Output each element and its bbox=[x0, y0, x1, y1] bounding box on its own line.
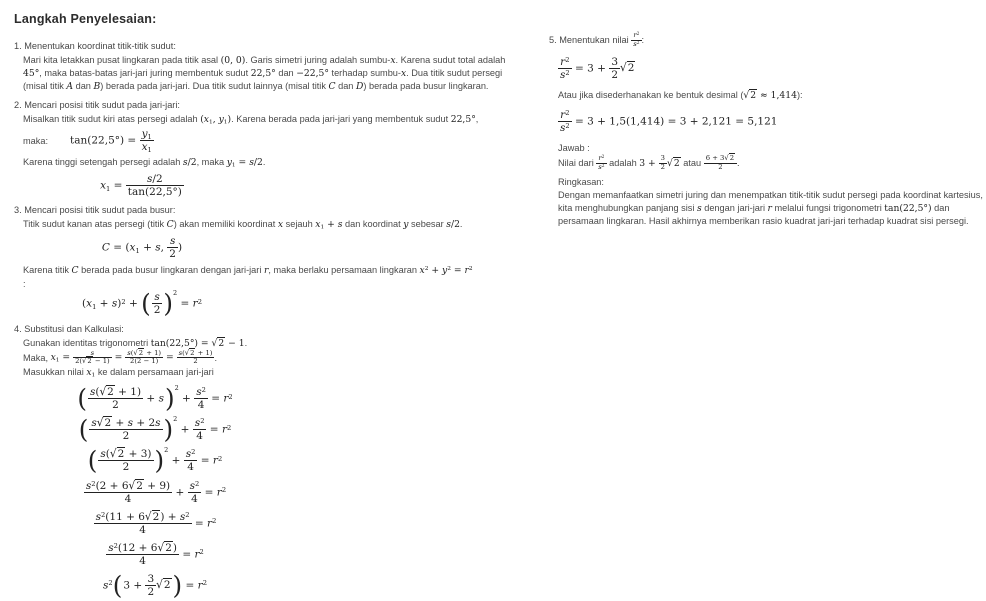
step-2 bbox=[14, 99, 506, 198]
ringkasan-label: Ringkasan: bbox=[558, 176, 985, 189]
step-2-line2: Karena tinggi setengah persegi adalah s/2, maka y1 = s/2. bbox=[23, 156, 506, 169]
step-4-line2: Maka, x1 = $\frac{s}{2(√2 - 1)}$ = $\frac{s(√2 + 1)}{2(2 - 1)}$ = $\frac{s(√2 + 1)}{2}$ . bbox=[23, 350, 506, 367]
step-5-decimal-intro: Atau jika disederhanakan ke bentuk desimal (√2 ≈ 1,414): bbox=[558, 89, 985, 102]
step-2-header: 2. Mencari posisi titik sudut pada jari-jari: bbox=[14, 99, 506, 112]
colon-line: : bbox=[23, 278, 506, 291]
step-4-header: 4. Substitusi dan Kalkulasi: bbox=[14, 323, 506, 336]
left-column bbox=[14, 12, 506, 601]
formula-decimal: $\frac{r2}{s2}$ = 3 + 1,5(1,414) = 3 + 2,121 = 5,121 bbox=[558, 109, 985, 134]
step-2-maka-row bbox=[23, 128, 506, 153]
formula-line: $\frac{s2(2 + 6√2 + 9)}{4}$ + $\frac{s2}{4}$ = r2 bbox=[84, 480, 226, 505]
maka-label: maka: bbox=[23, 136, 48, 146]
step-4-line1: Gunakan identitas trigonometri tan(22,5°) = √2 − 1. bbox=[23, 337, 506, 350]
formula-C: C = (x1 + s, $\frac{s}{2}$ ) bbox=[102, 235, 182, 260]
step-5 bbox=[549, 32, 985, 228]
formula-line: ( $\frac{s(√2 + 1)}{2}$ + s ) 2 + $\frac{s2}{4}$ = r2 bbox=[77, 386, 232, 411]
step-2-line1: Misalkan titik sudut kiri atas persegi adalah (x1, y1). Karena berada pada jari-jari yang membentuk sudut 22,5°, bbox=[23, 113, 506, 126]
formula-line: ( $\frac{s(√2 + 3)}{2}$ ) 2 + $\frac{s2}{4}$ = r2 bbox=[88, 448, 222, 473]
formula-tan: tan(22,5°) = $\frac{y1}{x1}$ bbox=[70, 128, 154, 153]
step-1-header: 1. Menentukan koordinat titik-titik sudut: bbox=[14, 40, 506, 53]
step-4-line3: Masukkan nilai x1 ke dalam persamaan jari-jari bbox=[23, 366, 506, 379]
jawab-line: Nilai dari $\frac{r2}{s2}$ adalah 3 + $\frac{3}{2}$ √2 atau $\frac{6 + 3√2}{2}$ . bbox=[558, 155, 985, 172]
step-3 bbox=[14, 204, 506, 316]
formula-line: ( $\frac{s√2 + s + 2s}{2}$ ) 2 + $\frac{s2}{4}$ = r2 bbox=[79, 417, 232, 442]
step-1-body: Mari kita letakkan pusat lingkaran pada titik asal (0, 0). Garis simetri juring adalah sumbu-x. Karena sudut total adalah 45°, maka batas-batas jari-jari juring membentuk sudut 22,5° dan −22,5° terhadap sumbu-x. Dua titik sudut persegi (misal titik A dan B) berada pada jari-jari. Dua titik sudut lainnya (misal titik C dan D) berada pada busur lingkaran. bbox=[23, 54, 506, 93]
step-3-line1: Titik sudut kanan atas persegi (titik C) akan memiliki koordinat x sejauh x1 + s dan koordinat y sebesar s/2. bbox=[23, 218, 506, 231]
formula-x1: x1 = $\frac{s/2}{\tan(22,5^\circ)}$ bbox=[100, 173, 184, 198]
step-1 bbox=[14, 40, 506, 93]
step-3-line2: Karena titik C berada pada busur lingkaran dengan jari-jari r, maka berlaku persamaan lingkaran x2 + y2 = r2 bbox=[23, 264, 506, 277]
formula-line: $\frac{s2(11 + 6√2) + s2}{4}$ = r2 bbox=[94, 511, 217, 536]
step-3-header: 3. Mencari posisi titik sudut pada busur: bbox=[14, 204, 506, 217]
formula-circle: (x1 + s)2 + ( $\frac{s}{2}$ ) 2 = r2 bbox=[82, 291, 202, 316]
step-4-formula-chain bbox=[50, 383, 260, 601]
jawab-label: Jawab : bbox=[558, 142, 985, 155]
right-column bbox=[549, 26, 985, 228]
formula-line: $\frac{s2(12 + 6√2)}{4}$ = r2 bbox=[106, 542, 204, 567]
page-title: Langkah Penyelesaian: bbox=[14, 12, 506, 26]
step-4 bbox=[14, 323, 506, 601]
step-5-header: 5. Menentukan nilai $\frac{r2}{s2}$ : bbox=[549, 32, 985, 49]
ringkasan-body: Dengan memanfaatkan simetri juring dan menempatkan titik-titik sudut persegi pada koordinat kartesius, kita menghubungkan panjang sisi s dengan jari-jari r melalui fungsi trigonometri tan(22,5°) dan persamaan lingkaran. Hasil akhirnya memberikan rasio kuadrat jari-jari terhadap kuadrat sisi persegi. bbox=[558, 189, 985, 228]
formula-line: s2 ( 3 + $\frac{3}{2}$ √2 ) = r2 bbox=[103, 573, 207, 598]
formula-ratio: $\frac{r2}{s2}$ = 3 + $\frac{3}{2}$ √2 bbox=[558, 56, 985, 81]
